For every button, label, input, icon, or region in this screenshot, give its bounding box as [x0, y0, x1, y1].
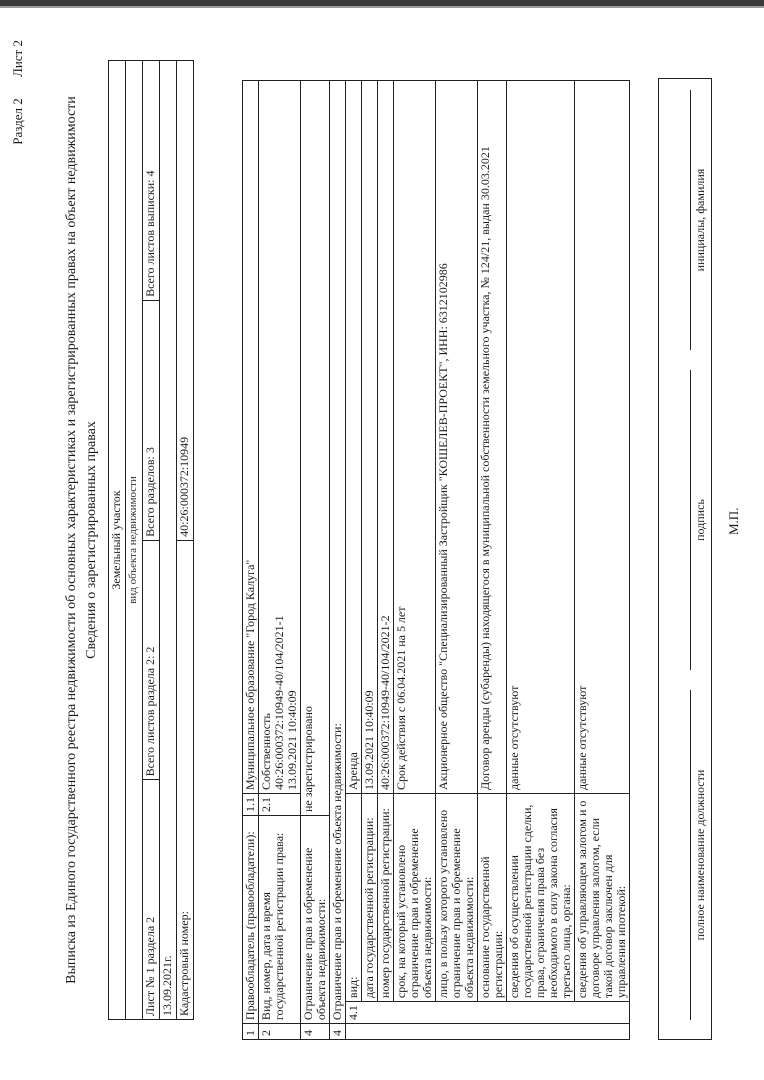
signature-sign-caption: подпись: [690, 370, 708, 670]
enc-value: Договор аренды (субаренды) находящегося в муниципальной собственности земельного участка, № 124/21, выдан 30.03.2021: [478, 81, 507, 794]
enc-label: номер государственной регистрации:: [378, 794, 394, 1002]
object-kind-caption: вид объекта недвижимости: [126, 61, 143, 1020]
right-datetime: 13.09.2021 10:40:09: [285, 690, 299, 790]
object-kind-value: Земельный участок: [109, 61, 126, 1020]
sections-total: Всего разделов: 3: [143, 300, 160, 540]
enc-value: Аренда: [346, 81, 362, 794]
row-number: 2: [259, 1024, 301, 1040]
enc-label: основание государственной регистрации:: [478, 794, 507, 1002]
row-label: Ограничение прав и обременение объекта недвижимости:: [330, 81, 346, 1024]
row-number: 1: [243, 1024, 259, 1040]
enc-label: сведения об управляющем залогом и о договоре управления залогом, если такой договор заключен для управления ипотекой:: [575, 794, 630, 1002]
signature-name-caption: инициалы, фамилия: [690, 90, 708, 350]
section-sheets-total: Всего листов раздела 2: 2: [143, 540, 160, 780]
row-number: 4: [330, 1024, 346, 1040]
section-label: Раздел 2: [10, 98, 25, 145]
right-number: 40:26:000372:10949-40/104/2021-1: [272, 615, 286, 790]
row-label: Правообладатель (правообладатели):: [243, 816, 259, 1024]
sheet-number: Лист № 1 раздела 2: [143, 780, 160, 1020]
row-label: Ограничение прав и обременение объекта недвижимости:: [301, 816, 330, 1024]
cadastral-label: Кадастровый номер:: [177, 540, 194, 1019]
row-subnumber: 2.1: [259, 794, 301, 816]
signature-position-caption: полное наименование должности: [690, 690, 708, 1020]
indent-cell: [346, 1024, 630, 1040]
enc-value: Срок действия с 06.04.2021 на 5 лет: [394, 81, 436, 794]
enc-label: срок, на который установлено ограничение прав и обременение объекта недвижимости:: [394, 794, 436, 1002]
row-subnumber: 1.1: [243, 794, 259, 816]
document-subtitle: Сведения о зарегистрированных правах: [84, 421, 99, 659]
registration-value: [259, 81, 301, 794]
enc-value: данные отсутствуют: [507, 81, 575, 794]
encumbrance-subnumber: 4.1: [346, 1002, 630, 1024]
extract-date: 13.09.2021г.: [160, 61, 177, 1020]
row-number: 4: [301, 1024, 330, 1040]
document-title: Выписка из Единого государственного реестра недвижимости об основных характеристиках и зарегистрированных правах на объект недвижимости: [64, 96, 79, 984]
cadastral-value: 40:26:000372:10949: [177, 61, 194, 541]
rights-table: [242, 80, 630, 1040]
page-header: [10, 40, 26, 163]
enc-value: данные отсутствуют: [575, 81, 630, 794]
stamp-place: М.П.: [726, 507, 741, 535]
sheet-label: Лист 2: [10, 40, 25, 77]
enc-label: лицо, в пользу которого установлено ограничение прав и обременение объекта недвижимости:: [436, 794, 478, 1002]
restriction-value: не зарегистрировано: [301, 81, 330, 816]
enc-label: дата государственной регистрации:: [362, 794, 378, 1002]
enc-value: Акционерное общество "Специализированный Застройщик "КОШЕЛЕВ-ПРОЕКТ", ИНН: 6312102986: [436, 81, 478, 794]
enc-value: 13.09.2021 10:40:09: [362, 81, 378, 794]
right-kind: Собственность: [259, 713, 273, 790]
row-label: Вид, номер, дата и время государственной регистрации права:: [259, 816, 301, 1024]
enc-label: вид:: [346, 794, 362, 1002]
enc-label: сведения об осуществлении государственной регистрации сделки, права, ограничения права без необходимого в силу закона согласия третьего лица, органа:: [507, 794, 575, 1002]
extract-sheets-total: Всего листов выписки: 4: [143, 61, 160, 301]
enc-value: 40:26:000372:10949-40/104/2021-2: [378, 81, 394, 794]
object-info-table: [108, 60, 194, 1020]
owner-value: Муниципальное образование "Город Калуга": [243, 81, 259, 794]
